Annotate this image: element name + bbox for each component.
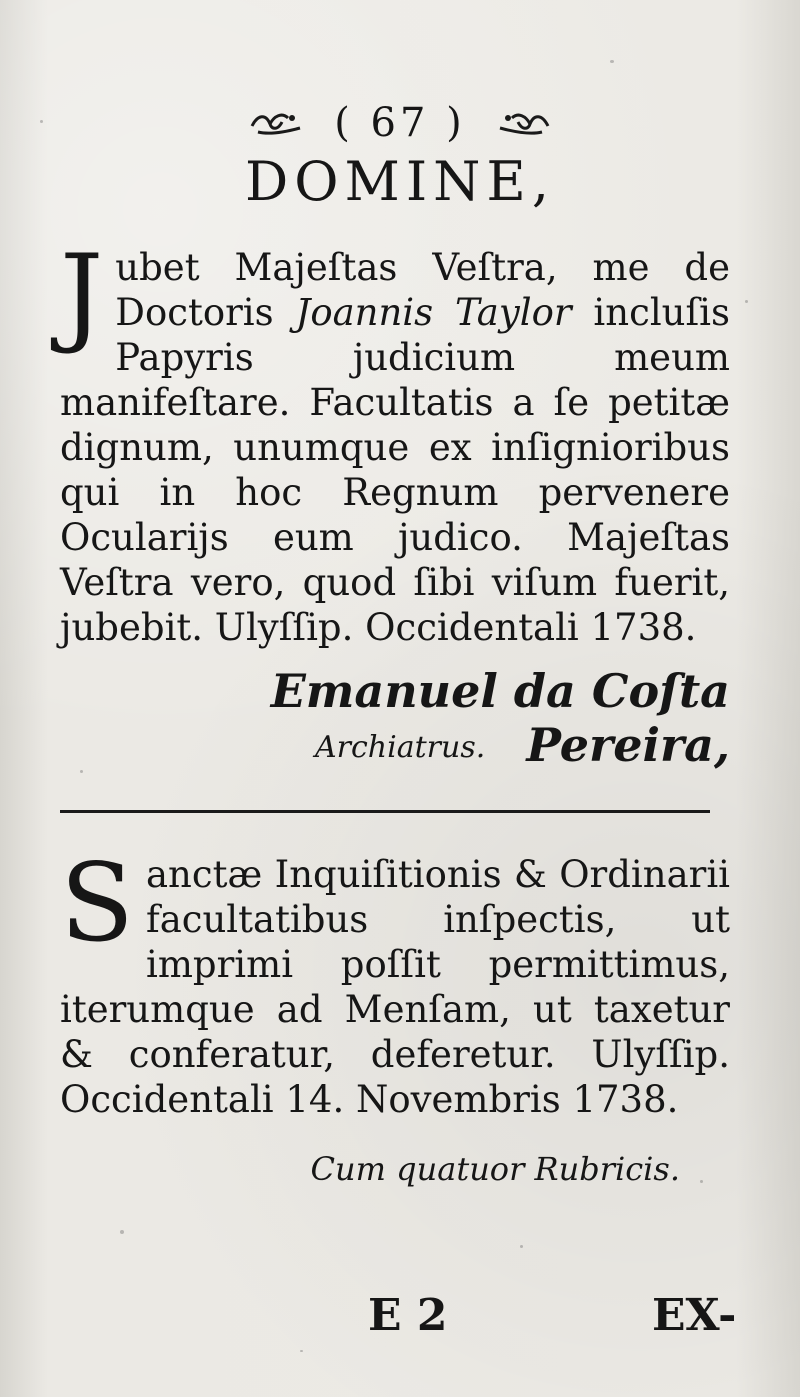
paper-speck: [610, 60, 614, 63]
paper-speck: [745, 300, 748, 303]
horizontal-rule: [60, 810, 710, 813]
person-name: Joannis Taylor: [295, 291, 572, 334]
paper-speck: [700, 1180, 703, 1183]
drop-cap-initial: J: [60, 232, 104, 357]
fleuron-ornament-icon: [248, 108, 304, 138]
signature-role: Archiatrus.: [315, 730, 486, 765]
paper-speck: [120, 1230, 124, 1234]
paragraph-text: anctæ Inquiſitionis & Ordinarii facultatibus inſpectis, ut imprimi poſſit permittimus, iterumque ad Menſam, ut taxetur & conferatur, deferetur. Ulyſſip. Occidentali 14. Novembris 1738.: [60, 853, 730, 1121]
paragraph-text: incluſis Papyris judicium meum manifeſtare. Facultatis a ſe petitæ dignum, unumque ex inſignioribus qui in hoc Regnum pervenere Ocularijs eum judico. Majeſtas Veſtra vero, quod ſibi viſum fuerit, jubebit. Ulyſſip. Occidentali 1738.: [60, 291, 730, 649]
license-paragraph: [60, 841, 730, 1122]
signature-name: Emanuel da Coſta Pereira,: [270, 664, 730, 772]
paragraph-text: ubet Majeſtas Veſtra, me de Doctoris: [115, 246, 730, 334]
page-header: [0, 98, 800, 148]
letter-paragraph: [60, 232, 730, 650]
catchword: EX-: [652, 1290, 737, 1341]
paper-speck: [520, 1245, 523, 1248]
rubrics-note: Cum quatuor Rubricis.: [310, 1150, 680, 1188]
page-number: ( 67 ): [334, 100, 466, 146]
drop-cap-initial: S: [60, 841, 134, 966]
page-title: DOMINE,: [244, 150, 556, 213]
printer-signature-mark: E 2: [368, 1290, 448, 1341]
paper-speck: [300, 1350, 303, 1352]
fleuron-ornament-icon: [496, 108, 552, 138]
